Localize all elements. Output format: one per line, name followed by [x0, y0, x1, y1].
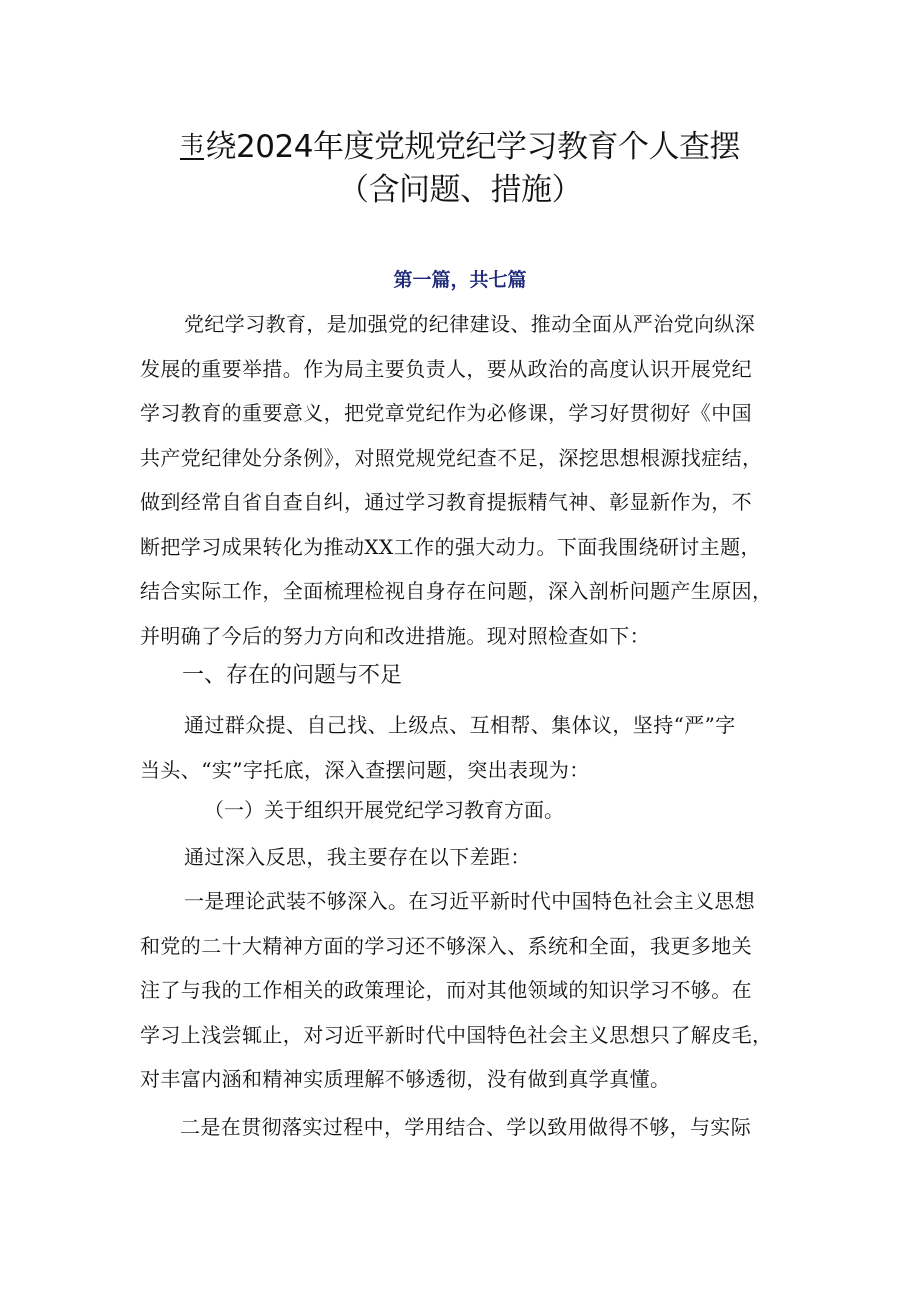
paragraph-4: [140, 879, 790, 1102]
paragraph-line: 通过深入反思，我主要存在以下差距：: [184, 845, 531, 869]
paragraph-line: 注了与我的工作相关的政策理论，而对其他领域的知识学习不够。在: [140, 978, 752, 1002]
intro-line: 发展的重要举措。作为局主要负责人，要从政治的高度认识开展党纪: [140, 356, 752, 381]
paragraph-line: 一是理论武装不够深入。在习近平新时代中国特色社会主义思想: [184, 889, 756, 913]
intro-line: 共产党纪律处分条例》，对照党规党纪查不足，深挖思想根源找症结，: [140, 445, 763, 470]
intro-line: 断把学习成果转化为推动XX工作的强大动力。下面我围绕研讨主题，: [140, 534, 761, 559]
document-title-line-1: [0, 127, 920, 167]
document-title-line-2: （含问题、措施）: [338, 172, 582, 208]
paragraph-line: 通过群众提、自己找、上级点、互相帮、集体议，坚持“严”字: [184, 713, 736, 737]
intro-line: 做到经常自省自查自纠，通过学习教育提振精气神、彰显新作为，不: [140, 490, 752, 514]
section-label: 第一篇，共七篇: [393, 269, 527, 291]
title-line-1-text: 绕2024年度党规党纪学习教育个人查摆: [205, 129, 740, 165]
intro-line: 党纪学习教育，是加强党的纪律建设、推动全面从严治党向纵深: [184, 312, 756, 336]
title-first-character: 韦: [180, 131, 204, 159]
intro-line: 学习教育的重要意义，把党章党纪作为必修课，学习好贯彻好《中国: [140, 401, 752, 425]
intro-line: 并明确了今后的努力方向和改进措施。现对照检查如下：: [140, 623, 650, 648]
paragraph-line: 和党的二十大精神方面的学习还不够深入、系统和全面，我更多地关: [140, 933, 752, 958]
paragraph-line: 学习上浅尝辄止，对习近平新时代中国特色社会主义思想只了解皮毛，: [140, 1022, 773, 1047]
paragraph-2: [140, 703, 790, 792]
paragraph-line: 对丰富内涵和精神实质理解不够透彻，没有做到真学真懂。: [140, 1067, 671, 1091]
paragraph-line: 当头、“实”字托底，深入查摆问题，突出表现为：: [140, 757, 590, 782]
heading-problems: 一、存在的问题与不足: [182, 663, 403, 688]
paragraph-3: [140, 835, 790, 880]
paragraph-5: [140, 1105, 790, 1150]
intro-line: 结合实际工作，全面梳理检视自身存在问题，深入剖析问题产生原因，: [140, 579, 773, 603]
intro-paragraph: [140, 302, 790, 658]
sub-heading-1: （一）关于组织开展党纪学习教育方面。: [204, 798, 564, 822]
paragraph-line: 二是在贯彻落实过程中，学用结合、学以致用做得不够，与实际: [180, 1115, 752, 1139]
